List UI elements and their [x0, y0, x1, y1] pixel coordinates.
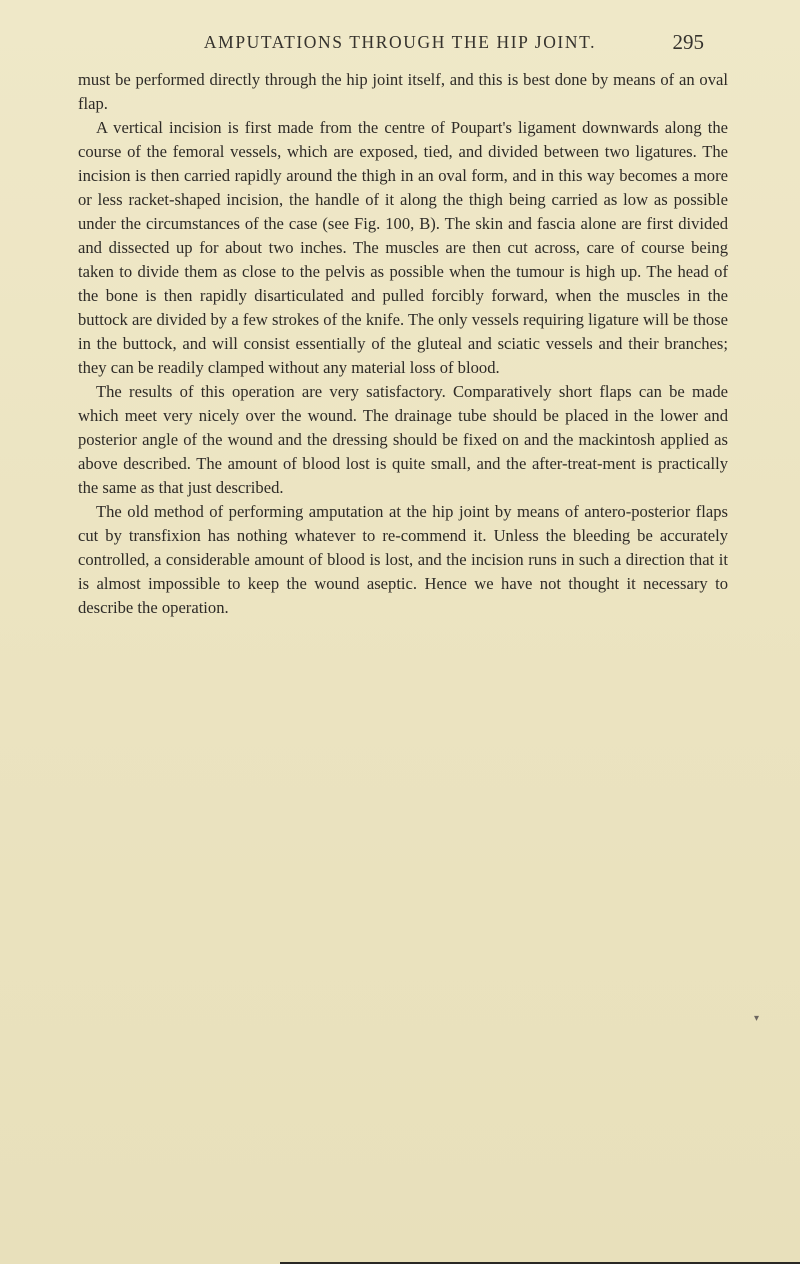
- page-number: 295: [672, 30, 704, 54]
- paragraph-3: The results of this operation are very satisfactory. Comparatively short flaps can be made which meet very nicely over the wound. The drainage tube should be placed in the lower and posterior angle of the wound and the dressing should be fixed on and the mackintosh applied as above described. The amount of blood lost is quite small, and the after-treat-ment is practically the same as that just described.: [78, 382, 728, 497]
- print-speck: ▾: [754, 1013, 760, 1024]
- paragraph-4: The old method of performing amputation at the hip joint by means of antero-posterior flaps cut by transfixion has nothing whatever to re-commend it. Unless the bleeding be accurately controlled, a considerable amount of blood is lost, and the incision runs in such a direction that it is almost impossible to keep the wound aseptic. Hence we have not thought it necessary to describe the operation.: [78, 502, 728, 617]
- paragraph-2: A vertical incision is first made from the centre of Poupart's ligament downwards along the course of the femoral vessels, which are exposed, tied, and divided between two ligatures. The incision is then carried rapidly around the thigh in an oval form, and in this way becomes a more or less racket-shaped incision, the handle of it along the thigh being carried as low as possible under the circumstances of the case (see Fig. 100, B). The skin and fascia alone are first divided and dissected up for about two inches. The muscles are then cut across, care of course being taken to divide them as close to the pelvis as possible when the tumour is high up. The head of the bone is then rapidly disarticulated and pulled forcibly forward, when the muscles in the buttock are divided by a few strokes of the knife. The only vessels requiring ligature will be those in the buttock, and will consist essentially of the gluteal and sciatic vessels and their branches; they can be readily clamped without any material loss of blood.: [78, 118, 728, 377]
- paragraph-1: must be performed directly through the hip joint itself, and this is best done by means of an oval flap.: [78, 70, 728, 113]
- running-head: AMPUTATIONS THROUGH THE HIP JOINT.: [203, 32, 597, 52]
- body-text: [78, 68, 728, 620]
